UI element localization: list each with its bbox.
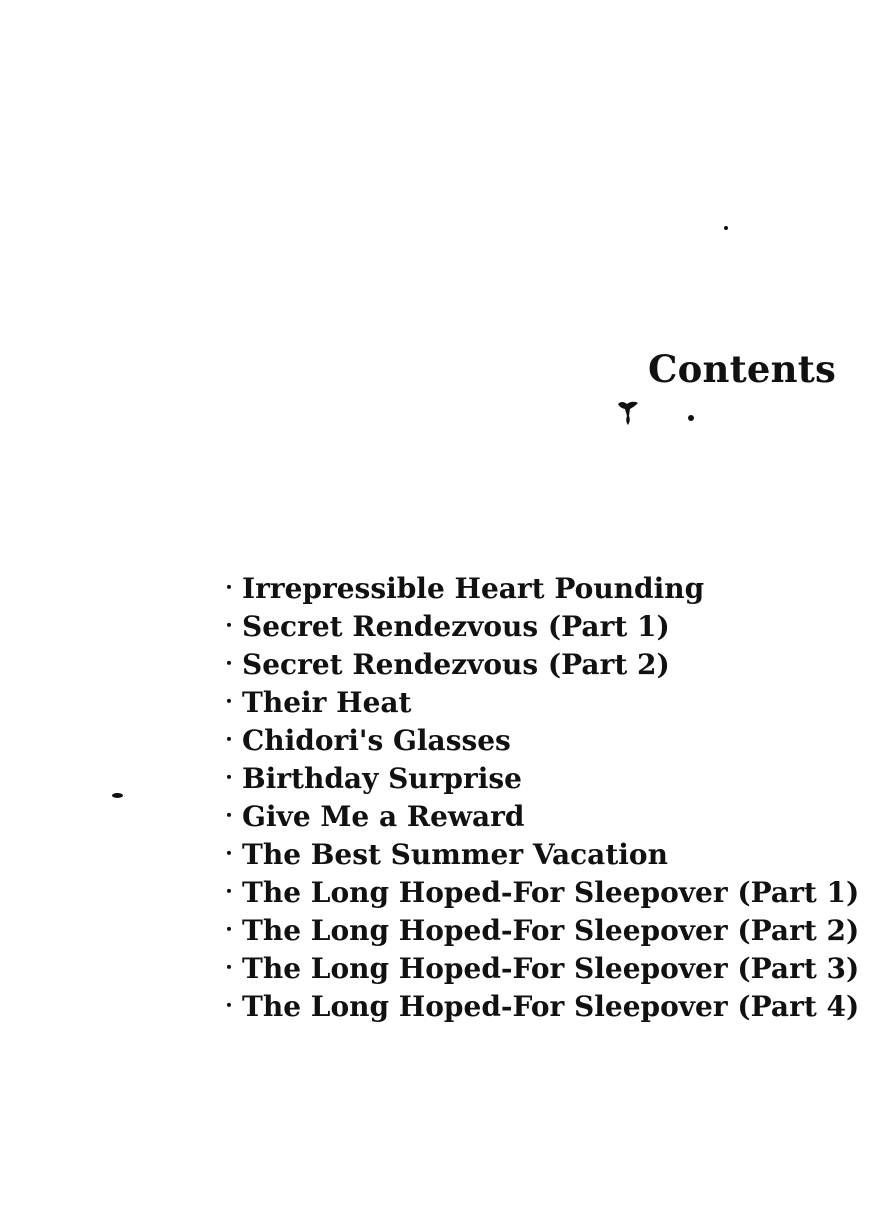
bullet-icon: ・ xyxy=(220,654,238,675)
toc-item xyxy=(220,684,859,722)
ink-blot xyxy=(616,398,640,428)
toc-item xyxy=(220,874,859,912)
toc-item xyxy=(220,988,859,1026)
bullet-icon: ・ xyxy=(220,730,238,751)
bullet-icon: ・ xyxy=(220,616,238,637)
toc-item xyxy=(220,836,859,874)
toc-item-label: Their Heat xyxy=(242,686,412,719)
ink-speck xyxy=(688,415,694,421)
toc-item-label: Secret Rendezvous (Part 2) xyxy=(242,648,670,681)
toc-item-label: The Long Hoped-For Sleepover (Part 3) xyxy=(242,952,860,985)
ink-speck xyxy=(724,226,728,230)
bullet-icon: ・ xyxy=(220,996,238,1017)
toc-item-label: Irrepressible Heart Pounding xyxy=(242,572,705,605)
bullet-icon: ・ xyxy=(220,806,238,827)
toc-item xyxy=(220,608,859,646)
toc-item-label: Birthday Surprise xyxy=(242,762,522,795)
bullet-icon: ・ xyxy=(220,920,238,941)
toc-item-label: Give Me a Reward xyxy=(242,800,525,833)
toc-item xyxy=(220,570,859,608)
ink-speck xyxy=(112,793,123,798)
bullet-icon: ・ xyxy=(220,958,238,979)
toc-item-label: The Long Hoped-For Sleepover (Part 4) xyxy=(242,990,860,1023)
bullet-icon: ・ xyxy=(220,768,238,789)
bullet-icon: ・ xyxy=(220,844,238,865)
toc-item xyxy=(220,798,859,836)
bullet-icon: ・ xyxy=(220,882,238,903)
toc-item-label: Chidori's Glasses xyxy=(242,724,511,757)
toc-item xyxy=(220,950,859,988)
toc-item-label: The Long Hoped-For Sleepover (Part 1) xyxy=(242,876,860,909)
page-title: Contents xyxy=(648,346,837,391)
toc-item xyxy=(220,722,859,760)
bullet-icon: ・ xyxy=(220,578,238,599)
toc-item-label: The Long Hoped-For Sleepover (Part 2) xyxy=(242,914,860,947)
toc-item-label: The Best Summer Vacation xyxy=(242,838,668,871)
toc-item-label: Secret Rendezvous (Part 1) xyxy=(242,610,670,643)
table-of-contents xyxy=(220,570,859,1026)
toc-item xyxy=(220,646,859,684)
toc-item xyxy=(220,912,859,950)
bullet-icon: ・ xyxy=(220,692,238,713)
toc-item xyxy=(220,760,859,798)
